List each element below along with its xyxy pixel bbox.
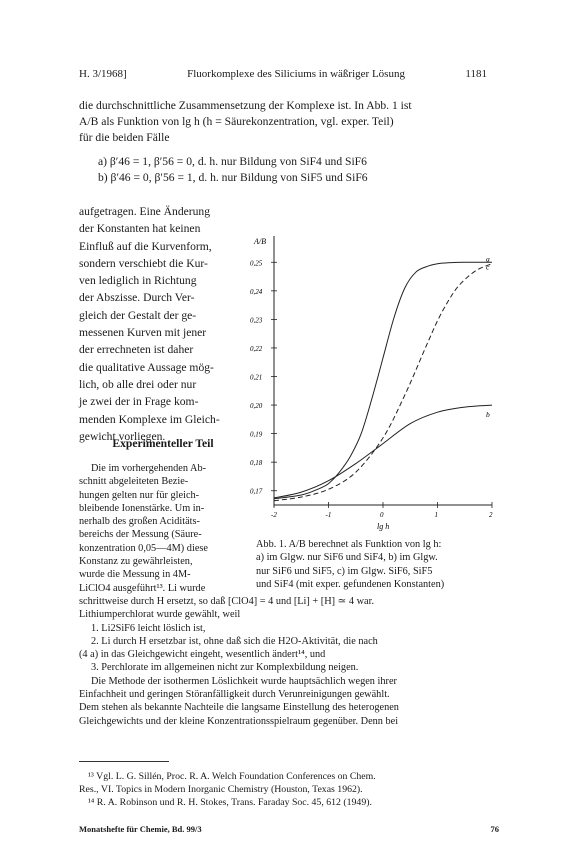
experimental-line: LiClO4 ausgeführt¹³. Li wurde	[79, 582, 206, 594]
header-left: H. 3/1968]	[79, 68, 127, 80]
left-column-line: der Konstanten hat keinen	[79, 222, 201, 236]
left-column-line: die qualitative Aussage mög-	[79, 360, 214, 374]
intro-line: A/B als Funktion von lg h (h = Säurekonzentration, vgl. exper. Teil)	[79, 115, 394, 129]
caption-line: a) im Glgw. nur SiF6 und SiF4, b) im Glgw.	[256, 552, 438, 564]
left-column-text	[79, 203, 253, 445]
left-column-line: gleich der Gestalt der ge-	[79, 308, 197, 322]
series-curve-a	[274, 262, 492, 498]
series-label-b: b	[486, 410, 490, 420]
y-tick-label: 0,22	[250, 344, 263, 353]
x-tick-label: 1	[434, 511, 438, 519]
y-axis-label: A/B	[254, 237, 266, 246]
x-tick-label: -2	[271, 511, 277, 519]
y-tick-label: 0,17	[250, 487, 263, 496]
left-column-line: lich, ob alle drei oder nur	[79, 377, 197, 391]
y-tick-label: 0,25	[250, 259, 263, 268]
footnotes	[79, 770, 498, 809]
series-curve-b	[274, 405, 492, 498]
body-line: Lithiumperchlorat wurde gewählt, weil	[79, 609, 241, 621]
experimental-line: Die im vorhergehenden Ab-	[91, 463, 207, 474]
figure-caption	[256, 538, 496, 592]
y-tick-label: 0,24	[250, 287, 263, 296]
case-list	[98, 154, 498, 186]
y-tick-label: 0,18	[250, 459, 263, 468]
x-tick-label: 0	[380, 511, 384, 519]
running-header	[79, 68, 487, 80]
chart-curves	[274, 262, 492, 500]
header-center: Fluorkomplexe des Siliciums in wäßriger Lösung	[187, 68, 405, 80]
intro-line: für die beiden Fälle	[79, 131, 170, 145]
series-label-a: a	[486, 254, 490, 264]
body-line: (4 a) in das Gleichgewicht eingeht, wesentlich ändert¹⁴, und	[79, 649, 326, 661]
y-tick-label: 0,21	[250, 373, 263, 382]
body-line: Die Methode der isothermen Löslichkeit wurde hauptsächlich wegen ihrer	[91, 675, 397, 687]
body-text	[79, 595, 499, 728]
x-axis-label: lg h	[377, 522, 390, 531]
experimental-line: schnitt abgeleiteten Bezie-	[79, 476, 189, 488]
experimental-line: konzentration 0,05—4M) diese	[79, 542, 208, 554]
chart-axes	[271, 236, 492, 508]
left-column-line: Einfluß auf die Kurvenform,	[79, 239, 212, 253]
caption-line: und SiF4 (mit exper. gefundenen Konstanten)	[256, 579, 445, 591]
figure-chart	[248, 222, 500, 531]
experimental-line: bereichs der Messung (Säure-	[79, 529, 202, 541]
left-column-line: der errechneten ist daher	[79, 343, 194, 357]
x-tick-label: -1	[325, 511, 332, 519]
experimental-line: wurde die Messung in 4M-	[79, 569, 191, 581]
section-title: Experimenteller Teil	[112, 437, 214, 450]
series-curve-c	[274, 264, 492, 501]
case-b: b) β′46 = 0, β′56 = 1, d. h. nur Bildung von SiF5 und SiF6	[98, 171, 368, 185]
body-line: 1. Li2SiF6 leicht löslich ist,	[91, 622, 206, 634]
chart-labels	[250, 237, 493, 531]
caption-line: Abb. 1. A/B berechnet als Funktion von lg h:	[256, 539, 442, 550]
body-line: Dem stehen als bekannte Nachteile die langsame Einstellung des heterogenen	[79, 702, 399, 714]
case-a: a) β′46 = 1, β′56 = 0, d. h. nur Bildung von SiF4 und SiF6	[98, 155, 367, 168]
left-column-line: je zwei der in Frage kom-	[79, 395, 199, 409]
left-column-line: menden Komplexe im Gleich-	[79, 412, 220, 426]
body-line: schrittweise durch H ersetzt, so daß [ClO4] = 4 und [Li] + [H] ≃ 4 war.	[79, 596, 375, 607]
left-column-line: sondern verschiebt die Kur-	[79, 256, 208, 270]
body-line: 3. Perchlorate im allgemeinen nicht zur Komplexbildung neigen.	[91, 662, 359, 674]
left-column-line: aufgetragen. Eine Änderung	[79, 205, 211, 218]
left-column-line: gewicht vorliegen.	[79, 429, 166, 443]
intro-paragraph	[79, 98, 491, 147]
series-label-c: c	[486, 262, 490, 272]
y-tick-label: 0,19	[250, 430, 263, 439]
left-column-line: messenen Kurven mit jener	[79, 326, 207, 340]
journal-name: Monatshefte für Chemie, Bd. 99/3	[79, 824, 202, 834]
footnote-13-cont: Res., VI. Topics in Modern Inorganic Chemistry (Houston, Texas 1962).	[79, 784, 363, 795]
experimental-line: hungen gelten nur für gleich-	[79, 489, 200, 501]
experimental-line: nerhalb des großen Aciditäts-	[79, 516, 200, 528]
y-tick-label: 0,20	[250, 402, 263, 411]
footnote-14: ¹⁴ R. A. Robinson und R. H. Stokes, Trans. Faraday Soc. 45, 612 (1949).	[88, 797, 372, 808]
left-column-line: der Abszisse. Durch Ver-	[79, 291, 195, 305]
x-tick-label: 2	[489, 511, 493, 519]
intro-line: die durchschnittliche Zusammensetzung der Komplexe ist. In Abb. 1 ist	[79, 99, 412, 112]
header-page-number: 1181	[465, 68, 487, 80]
body-line: Gleichgewichts und der kleine Konzentrationsspielraum gegenüber. Denn bei	[79, 715, 399, 727]
body-line: Einfachheit und geringen Störanfälligkeit durch Verunreinigungen gewählt.	[79, 689, 390, 701]
experimental-line: Konstanz zu gewährleisten,	[79, 556, 193, 568]
y-tick-label: 0,23	[250, 316, 263, 325]
page-footer	[79, 824, 499, 834]
footnote-13: ¹³ Vgl. L. G. Sillén, Proc. R. A. Welch Foundation Conferences on Chem.	[88, 771, 376, 782]
body-line: 2. Li durch H ersetzbar ist, ohne daß sich die H2O-Aktivität, die nach	[91, 635, 378, 647]
caption-line: nur SiF6 und SiF5, c) im Glgw. SiF6, SiF5	[256, 565, 433, 577]
left-column-line: ven lediglich in Richtung	[79, 274, 197, 288]
footnote-rule	[79, 761, 169, 762]
experimental-line: bleibende Ionenstärke. Um in-	[79, 502, 205, 514]
experimental-column	[79, 462, 247, 595]
sheet-number: 76	[490, 824, 499, 834]
